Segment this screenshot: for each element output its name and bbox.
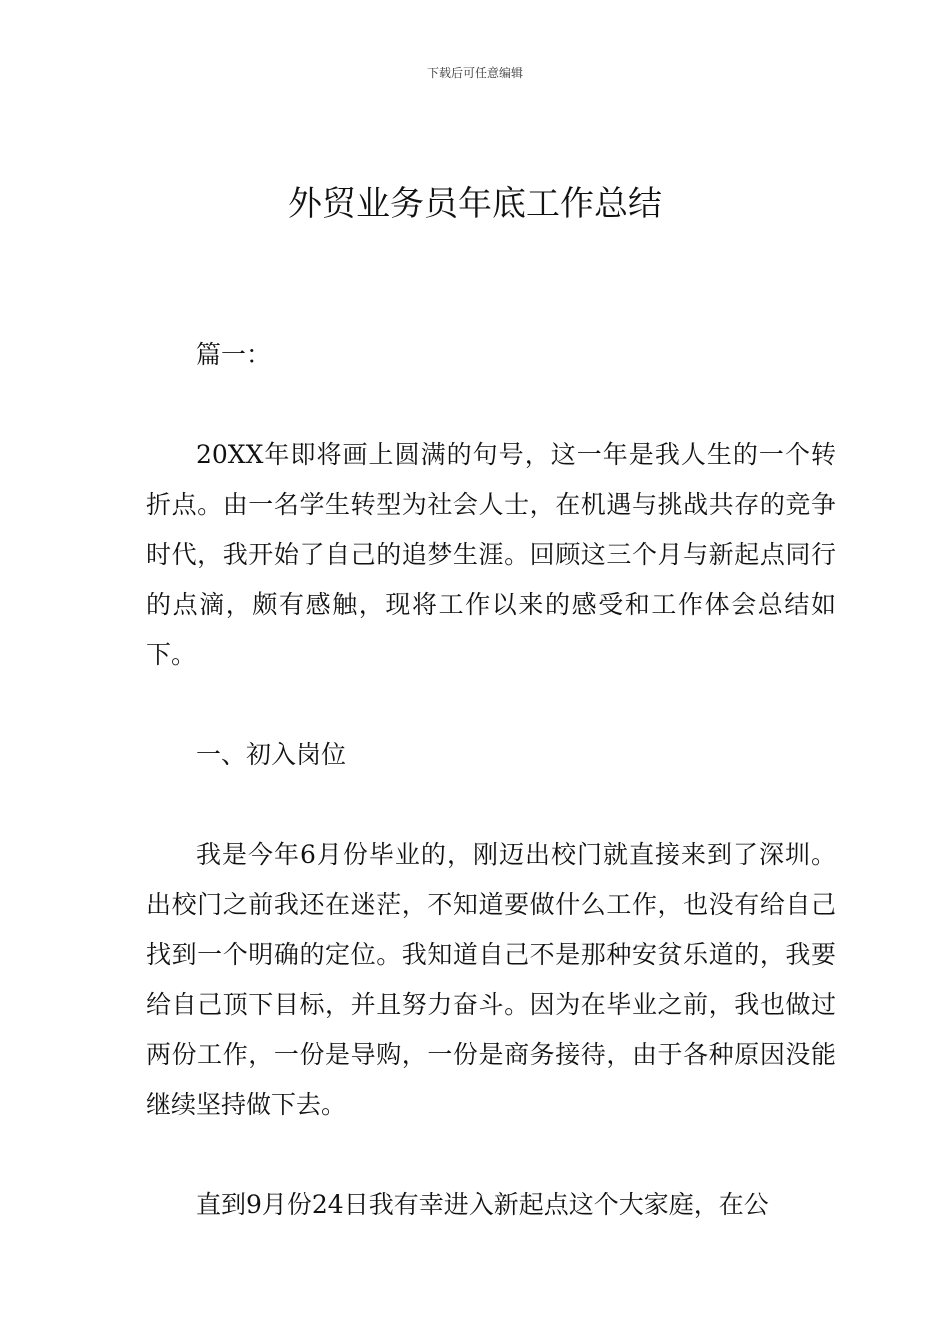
paragraph-graduation: 我是今年6月份毕业的，刚迈出校门就直接来到了深圳。出校门之前我还在迷茫，不知道要做什么工作，也没有给自己找到一个明确的定位。我知道自己不是那种安贫乐道的，我要给自己顶下目标，并且努力奋斗。因为在毕业之前，我也做过两份工作，一份是导购，一份是商务接待，由于各种原因没能继续坚持做下去。 [146, 840, 836, 1119]
paragraph-joining: 直到9月份24日我有幸进入新起点这个大家庭，在公 [196, 1190, 769, 1219]
section-label-part-one: 篇一： [196, 340, 272, 369]
page-header-note: 下载后可任意编辑 [426, 66, 523, 80]
document-title: 外贸业务员年底工作总结 [288, 184, 662, 224]
document-body [146, 330, 836, 1280]
paragraph-intro: 20XX年即将画上圆满的句号，这一年是我人生的一个转折点。由一名学生转型为社会人士，在机遇与挑战共存的竞争时代，我开始了自己的追梦生涯。回顾这三个月与新起点同行的点滴，颇有感触，现将工作以来的感受和工作体会总结如下。 [146, 440, 836, 669]
section-heading-initial-position: 一、初入岗位 [196, 740, 347, 769]
